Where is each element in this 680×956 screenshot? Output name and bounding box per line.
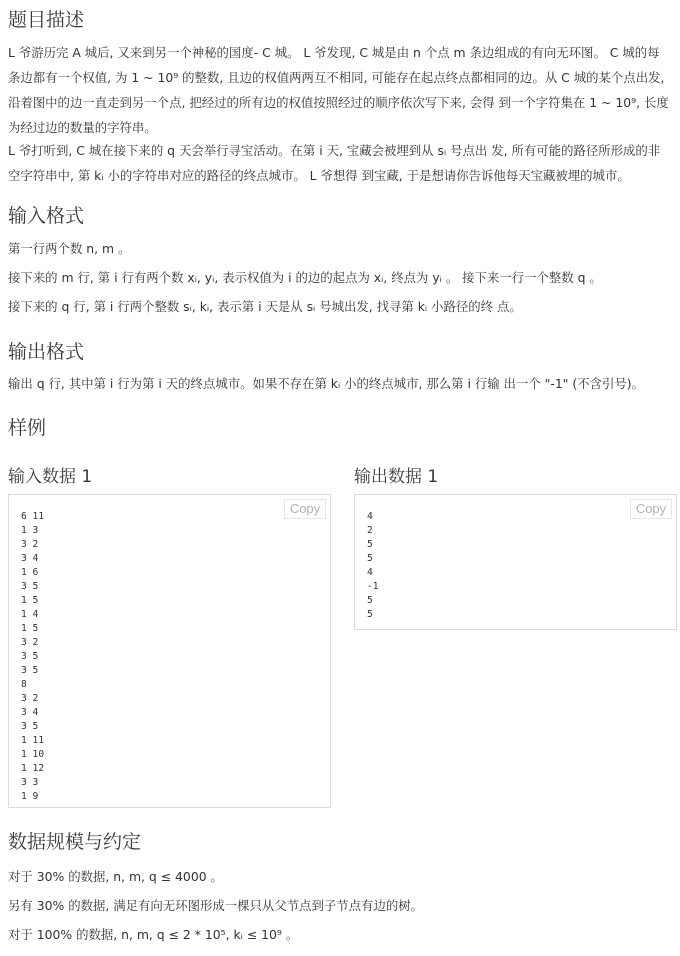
- constraints-line-2: 另有 30% 的数据, 满足有向无环图形成一棵只从父节点到子节点有边的树。: [8, 898, 424, 913]
- constraints-line-1: 对于 30% 的数据, n, m, q ≤ 4000 。: [8, 869, 223, 884]
- output-format-heading: 输出格式: [8, 341, 85, 363]
- sample-output-box: [354, 494, 677, 630]
- input-format-line-2: 接下来的 m 行, 第 i 行有两个数 xᵢ, yᵢ, 表示权值为 i 的边的起点为 xᵢ, 终点为 yᵢ 。 接下来一行一个整数 q 。: [8, 270, 602, 285]
- constraints-line-3: 对于 100% 的数据, n, m, q ≤ 2 * 10⁵, kᵢ ≤ 10⁹ 。: [8, 927, 299, 942]
- sample-output-text: 4 2 5 5 4 -1 5 5: [367, 511, 379, 620]
- description-paragraph-2: L 爷打听到, C 城在接下来的 q 天会举行寻宝活动。在第 i 天, 宝藏会被埋到从 sᵢ 号点出 发, 所有可能的路径所形成的非空字符串中, 第 kᵢ 小的字符串对应的路径的终点城市。 L 爷想得 到宝藏, 于是想请你告诉他每天宝藏被埋的城市。: [8, 143, 661, 183]
- sample-output-title: 输出数据 1: [354, 467, 439, 487]
- input-format-heading: 输入格式: [8, 205, 85, 227]
- copy-output-button[interactable]: Copy: [630, 499, 672, 519]
- output-format-line-1: 输出 q 行, 其中第 i 行为第 i 天的终点城市。如果不存在第 kᵢ 小的终点城市, 那么第 i 行输 出一个 "-1" (不含引号)。: [8, 376, 644, 391]
- copy-input-button[interactable]: Copy: [284, 499, 326, 519]
- description-heading: 题目描述: [8, 9, 85, 31]
- constraints-heading: 数据规模与约定: [8, 831, 142, 853]
- sample-input-text: 6 11 1 3 3 2 3 4 1 6 3 5 1 5 1 4 1 5 3 2 3 5 3 5 8 3 2 3 4 3 5 1 11 1 10 1 12 3 3 1 9: [21, 511, 45, 802]
- sample-heading: 样例: [8, 417, 47, 439]
- input-format-line-1: 第一行两个数 n, m 。: [8, 241, 131, 256]
- sample-input-box: [8, 494, 331, 808]
- input-format-line-3: 接下来的 q 行, 第 i 行两个整数 sᵢ, kᵢ, 表示第 i 天是从 sᵢ 号城出发, 找寻第 kᵢ 小路径的终 点。: [8, 299, 522, 314]
- sample-input-title: 输入数据 1: [8, 467, 93, 487]
- description-paragraph-1: L 爷游历完 A 城后, 又来到另一个神秘的国度- C 城。 L 爷发现, C 城是由 n 个点 m 条边组成的有向无环图。 C 城的每条边都有一个权值, 为 1 ~ 10⁹ 的整数, 且边的权值两两互不相同, 可能存在起点终点都相同的边。从 C 城的某个点出发, 沿着图中的边一直走到另一个点, 把经过的所有边的权值按照经过的顺序依次写下来, 会得 到一个字符集在 1 ~ 10⁹, 长度为经过边的数量的字符串。: [8, 45, 669, 135]
